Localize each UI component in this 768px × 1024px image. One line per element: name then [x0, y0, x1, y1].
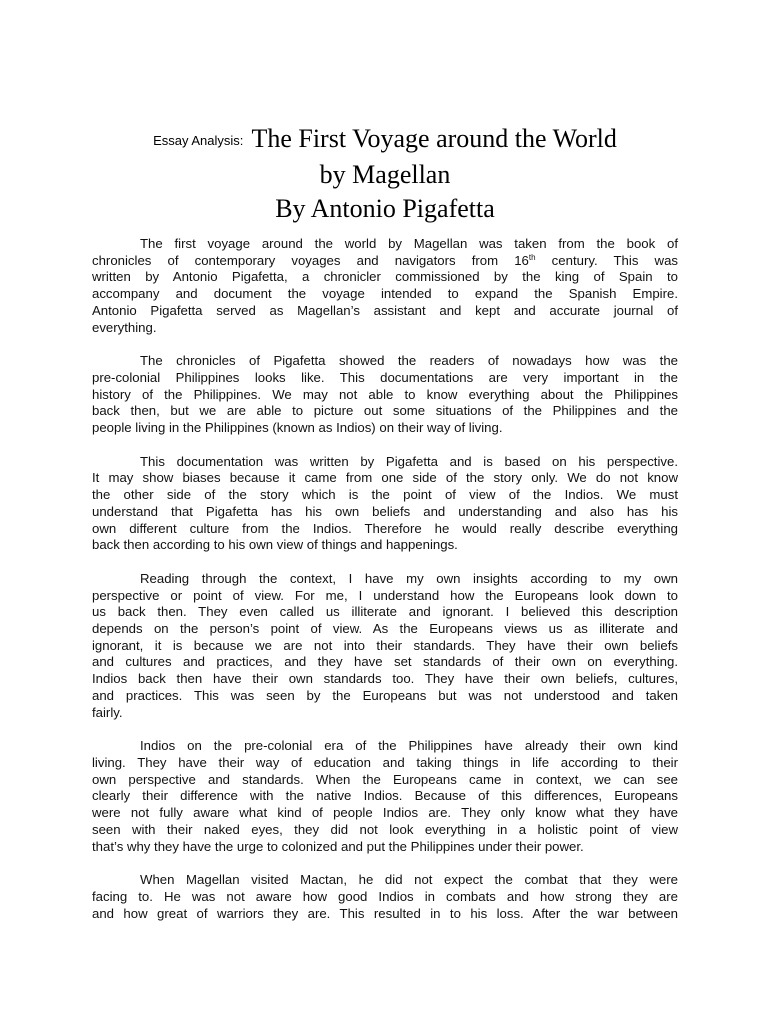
text-line: Indios back then have their own standards too. They have their own beliefs, cultures,: [92, 671, 678, 687]
title-main: The First Voyage around the World: [251, 124, 617, 153]
text-line: back then, but we are able to picture out some situations of the Philippines and the: [92, 403, 678, 419]
text-line: When Magellan visited Mactan, he did not expect the combat that they were: [140, 872, 678, 888]
text-line: back then according to his own view of things and happenings.: [92, 537, 458, 553]
essay-title: [90, 122, 680, 226]
text-line: Reading through the context, I have my own insights according to my own: [140, 570, 678, 586]
paragraph-2: [92, 353, 678, 437]
text-line: own different culture from the Indios. Therefore he would really describe everything: [92, 520, 678, 536]
text-line: living. They have their way of education and taking things in life according to their: [92, 754, 678, 770]
text-line: everything.: [92, 319, 157, 335]
text-line: ignorant, it is because we are not into their standards. They have their own beliefs: [92, 637, 678, 653]
text-line: perspective or point of view. For me, I understand how the Europeans look down to: [92, 587, 678, 603]
title-line-2: by Magellan: [319, 160, 451, 189]
paragraph-6: [92, 872, 678, 922]
text-line: written by Antonio Pigafetta, a chronicler commissioned by the king of Spain to: [92, 269, 678, 285]
text-line: The chronicles of Pigafetta showed the readers of nowadays how was the: [140, 353, 678, 369]
text-line: fairly.: [92, 704, 123, 720]
text-line: understand that Pigafetta has his own beliefs and understanding and also has his: [92, 503, 678, 519]
paragraph-4: [92, 571, 678, 721]
text-line: were not fully aware what kind of people Indios are. They only know what they have: [92, 805, 678, 821]
text-line: depends on the person’s point of view. As the Europeans views us as illiterate and: [92, 621, 678, 637]
paragraph-1: [92, 236, 678, 336]
text-line: and practices. This was seen by the Europeans but was not understood and taken: [92, 687, 678, 703]
paragraph-5: [92, 738, 678, 855]
text-line: Indios on the pre-colonial era of the Philippines have already their own kind: [140, 738, 678, 754]
text-line: The first voyage around the world by Magellan was taken from the book of: [140, 236, 678, 251]
text-line: It may show biases because it came from one side of the story only. We do not know: [92, 470, 678, 486]
text-segment: century. This was: [535, 252, 678, 268]
text-line: [92, 253, 678, 270]
text-line: own perspective and standards. When the Europeans came in context, we can see: [92, 771, 678, 787]
paragraph-3: [92, 454, 678, 554]
text-line: pre-colonial Philippines looks like. This documentations are very important in the: [92, 369, 678, 385]
text-line: us back then. They even called us illiterate and ignorant. I believed this description: [92, 604, 678, 620]
superscript: th: [528, 252, 536, 262]
text-line: and cultures and practices, and they have set standards of their own on everything.: [92, 654, 678, 670]
text-line: that’s why they have the urge to colonized and put the Philippines under their power.: [92, 838, 584, 854]
text-line: clearly their difference with the native Indios. Because of this differences, Europeans: [92, 788, 678, 804]
text-line: the other side of the story which is the point of view of the Indios. We must: [92, 487, 678, 503]
title-line-1: [90, 122, 680, 158]
text-line: facing to. He was not aware how good Indios in combats and how strong they are: [92, 888, 678, 904]
text-line: history of the Philippines. We may not able to know everything about the Philippines: [92, 386, 678, 402]
essay-body: [92, 236, 678, 939]
text-segment: chronicles of contemporary voyages and navigators from 16: [92, 252, 529, 268]
text-line: and how great of warriors they are. This resulted in to his loss. After the war between: [92, 905, 678, 921]
text-line: seen with their naked eyes, they did not look everything in a holistic point of view: [92, 821, 678, 837]
text-line: people living in the Philippines (known as Indios) on their way of living.: [92, 420, 503, 436]
text-line: Antonio Pigafetta served as Magellan’s assistant and kept and accurate journal of: [92, 302, 678, 318]
text-line: This documentation was written by Pigafetta and is based on his perspective.: [140, 453, 678, 469]
text-line: accompany and document the voyage intended to expand the Spanish Empire.: [92, 286, 678, 302]
essay-analysis-label: Essay Analysis:: [153, 133, 244, 148]
title-author: By Antonio Pigafetta: [275, 194, 495, 223]
